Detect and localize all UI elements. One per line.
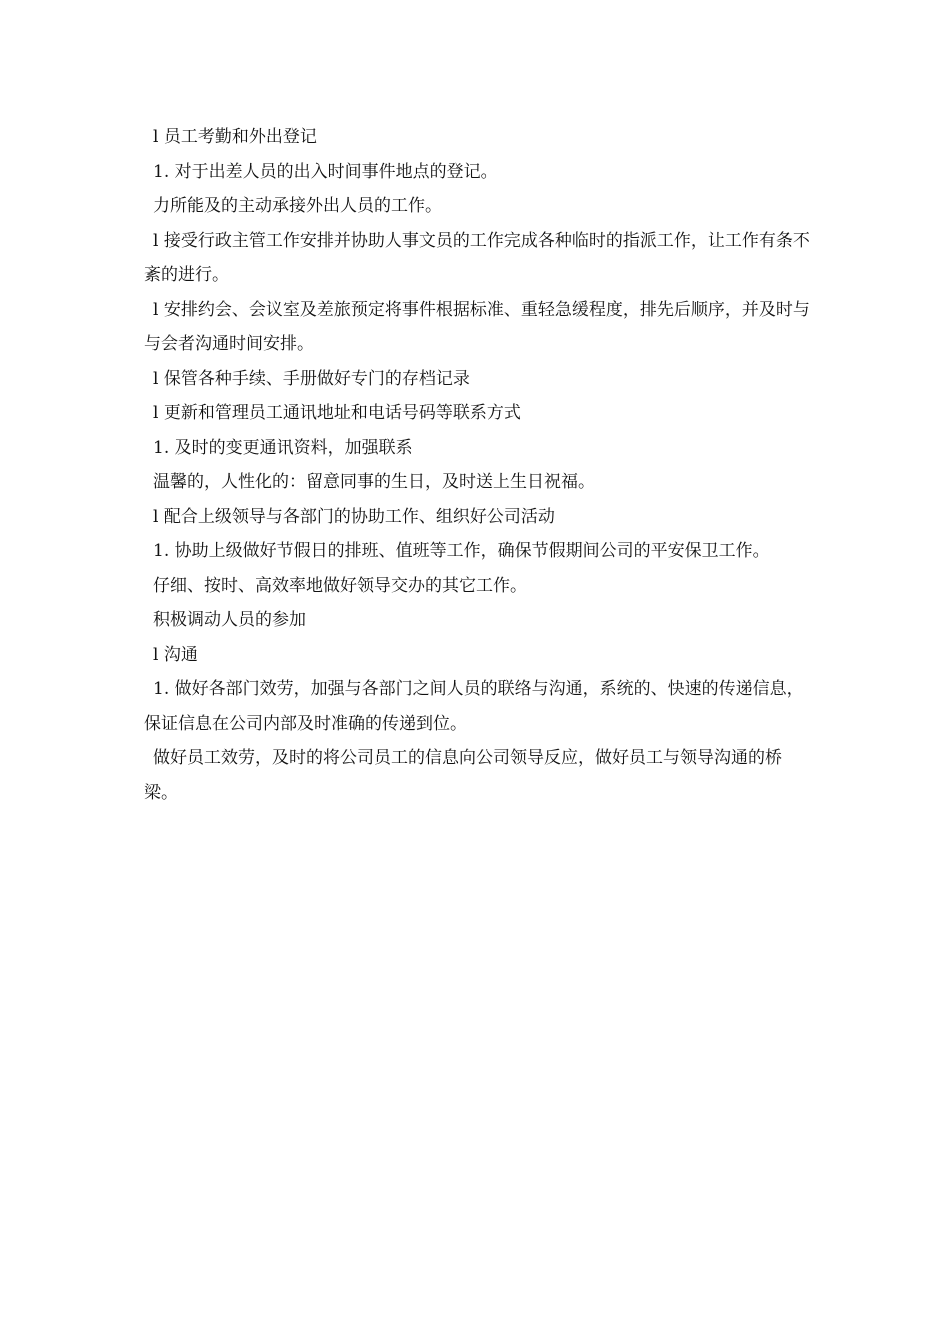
paragraph: l 更新和管理员工通讯地址和电话号码等联系方式 [153, 403, 521, 423]
paragraph: 1. 协助上级做好节假日的排班、值班等工作，确保节假期间公司的平安保卫工作。 [153, 541, 770, 561]
paragraph: 1. 做好各部门效劳，加强与各部门之间人员的联络与沟通，系统的、快速的传递信息，保证信息在公司内部及时准确的传递到位。 [144, 679, 804, 734]
paragraph: l 员工考勤和外出登记 [153, 127, 317, 147]
paragraph: l 配合上级领导与各部门的协助工作、组织好公司活动 [153, 506, 555, 527]
paragraph: 1. 对于出差人员的出入时间事件地点的登记。 [153, 161, 498, 182]
paragraph: 温馨的，人性化的：留意同事的生日，及时送上生日祝福。 [153, 472, 595, 492]
paragraph: 积极调动人员的参加 [153, 610, 306, 630]
paragraph: 仔细、按时、高效率地做好领导交办的其它工作。 [153, 575, 527, 596]
paragraph: 做好员工效劳，及时的将公司员工的信息向公司领导反应，做好员工与领导沟通的桥梁。 [144, 748, 782, 803]
paragraph: l 保管各种手续、手册做好专门的存档记录 [153, 368, 470, 389]
paragraph: l 安排约会、会议室及差旅预定将事件根据标准、重轻急缓程度，排先后顺序，并及时与与会者沟通时间安排。 [144, 299, 810, 354]
paragraph: 力所能及的主动承接外出人员的工作。 [153, 196, 442, 216]
paragraph: l 沟通 [153, 644, 198, 665]
paragraph: 1. 及时的变更通讯资料，加强联系 [153, 437, 413, 458]
document-body [144, 120, 814, 810]
paragraph: l 接受行政主管工作安排并协助人事文员的工作完成各种临时的指派工作，让工作有条不紊的进行。 [144, 230, 810, 285]
